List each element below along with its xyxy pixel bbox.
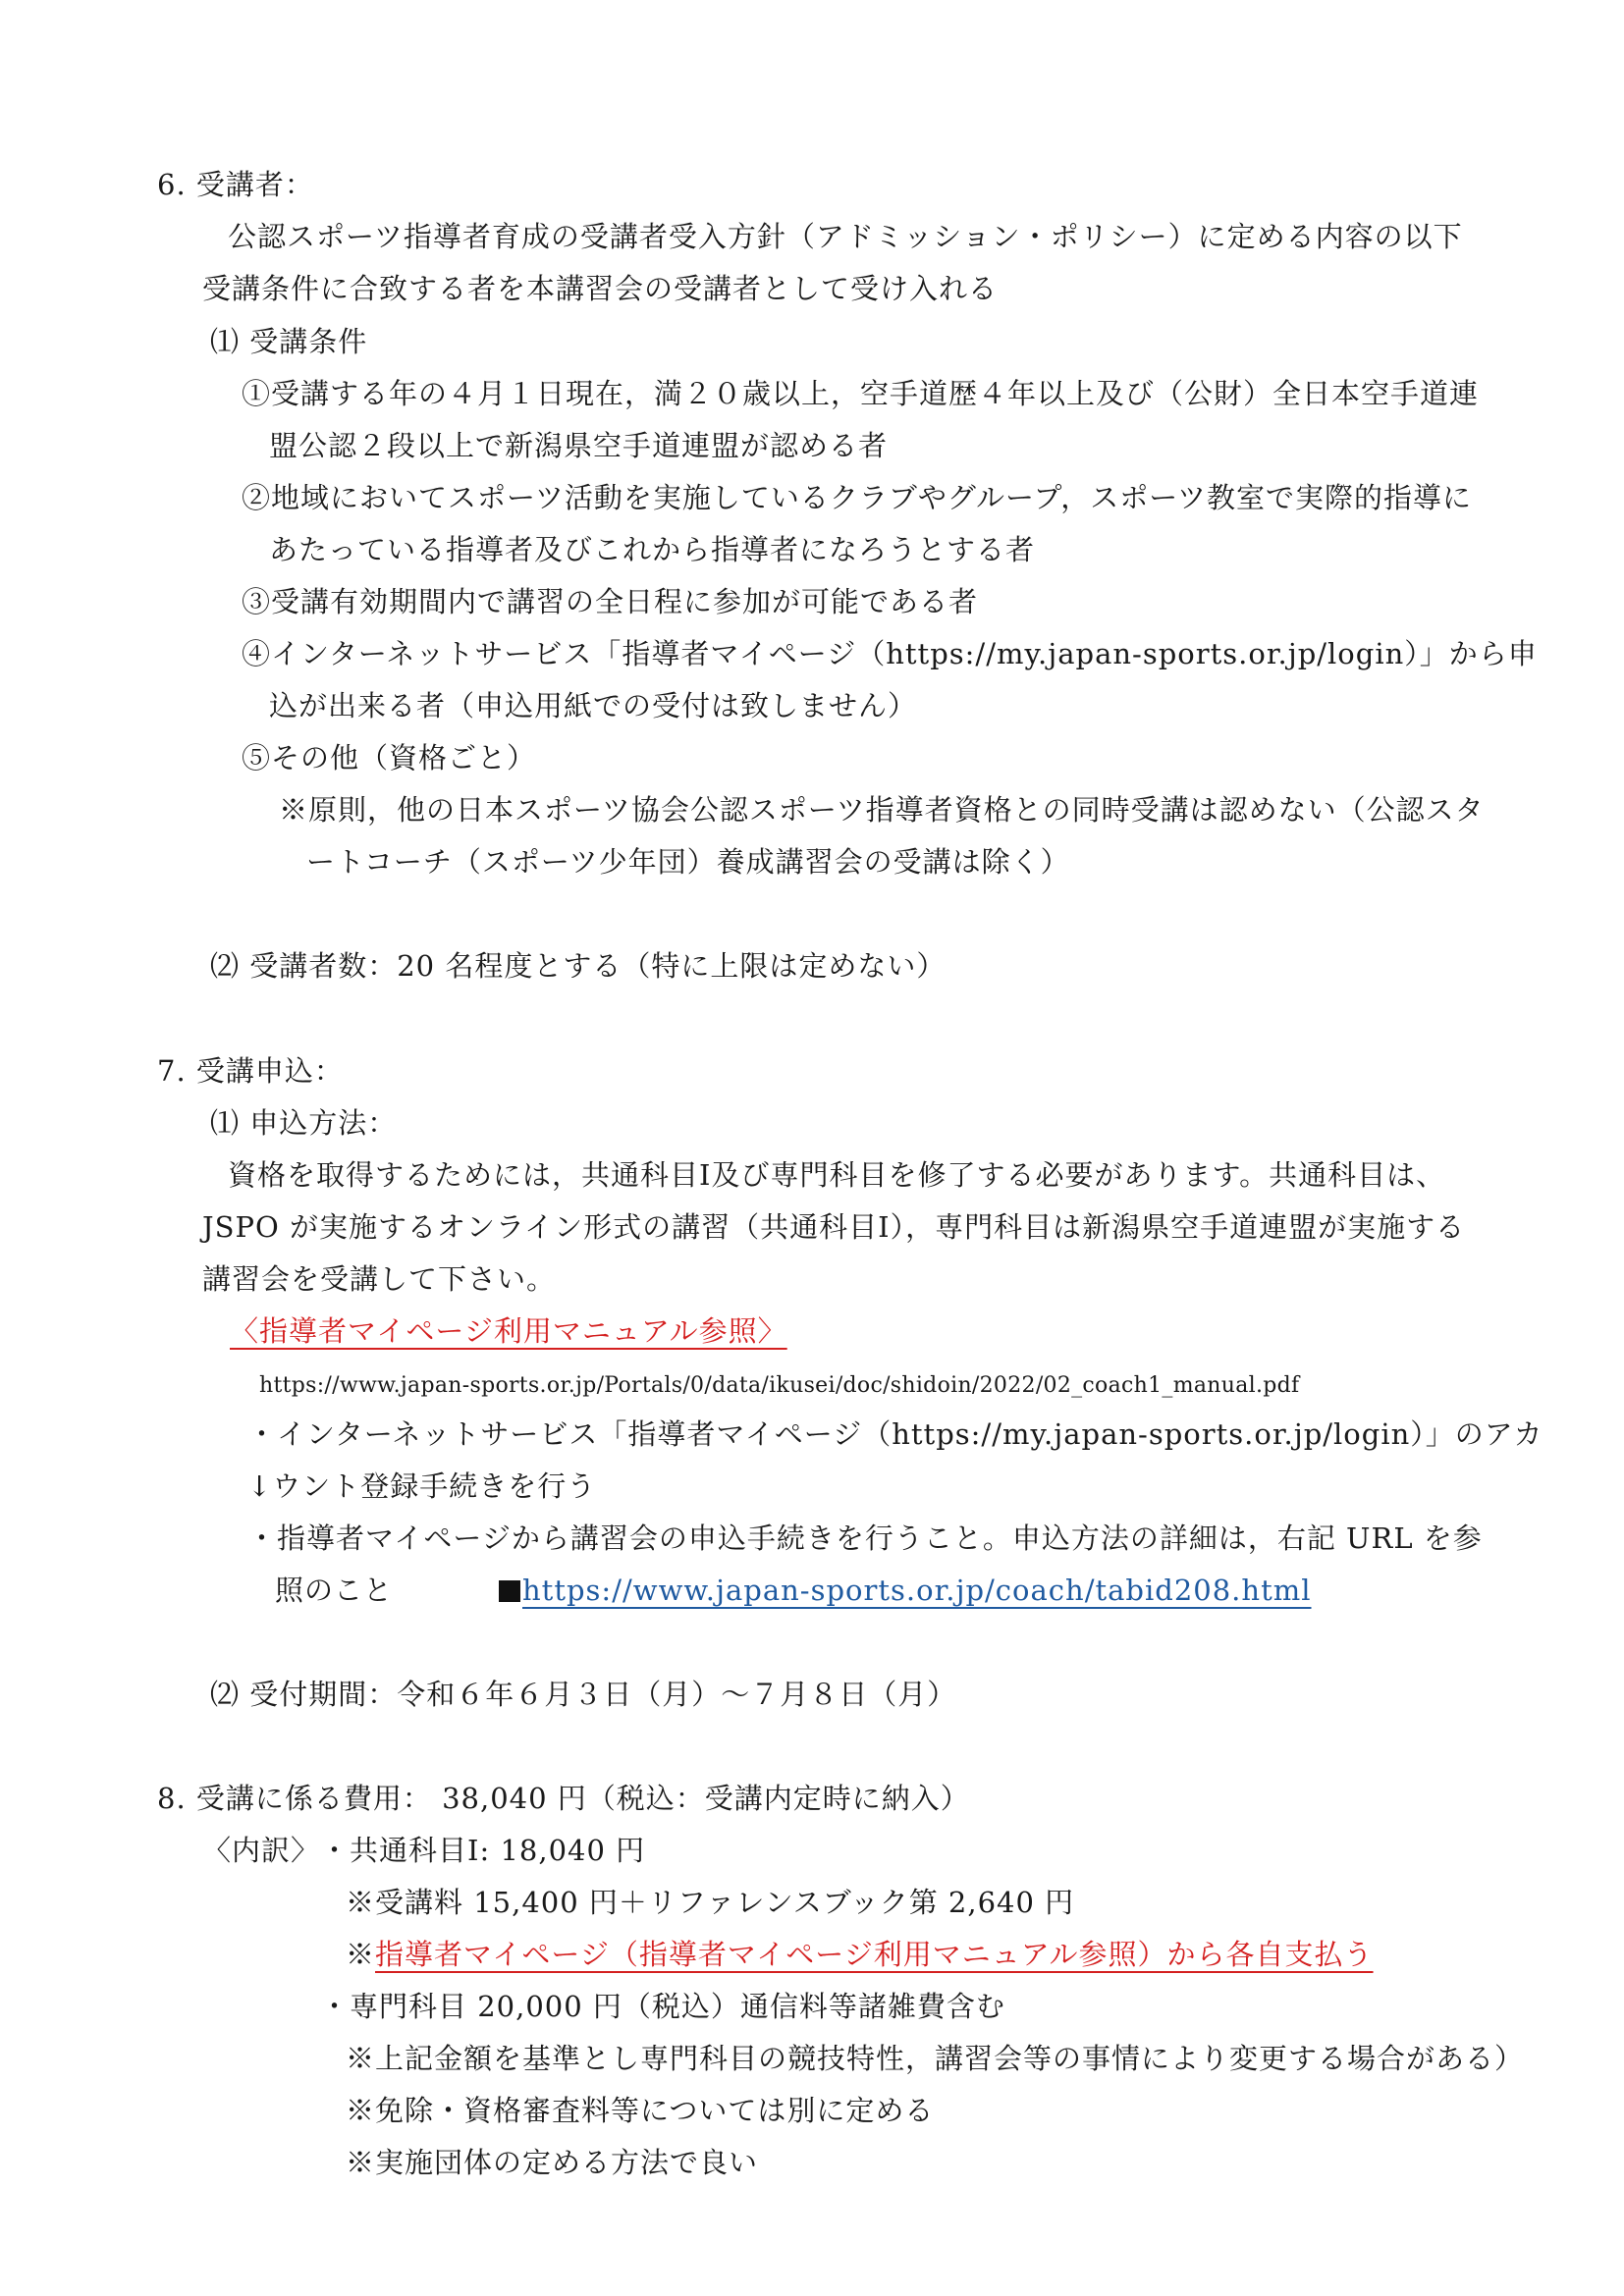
reference-link-row <box>499 1571 1312 1610</box>
section-6-intro-line1: 公認スポーツ指導者育成の受講者受入方針（アドミッション・ポリシー）に定める内容の以下 <box>228 220 1463 253</box>
fee-item-1-note: ※受講料 15,400 円＋リファレンスブック第 2,640 円 <box>346 1886 1075 1919</box>
reference-url-link[interactable]: https://www.japan-sports.or.jp/coach/tabid208.html <box>522 1574 1312 1607</box>
manual-reference-label: 〈指導者マイページ利用マニュアル参照〉 <box>230 1314 787 1348</box>
condition-4-line1: ④インターネットサービス「指導者マイページ（https://my.japan-sports.or.jp/login）」から申 <box>242 637 1538 670</box>
method-paragraph-line2: JSPO が実施するオンライン形式の講習（共通科目Ⅰ），専門科目は新潟県空手道連盟が実施する <box>202 1210 1466 1244</box>
section-6-sub2: ⑵ 受講者数：20 名程度とする（特に上限は定めない） <box>210 949 947 983</box>
fee-note-2: ※免除・資格審査料等については別に定める <box>346 2094 935 2127</box>
bullet-1-line2: ↓ウント登録手続きを行う <box>247 1469 597 1503</box>
fee-item-1-payment: 指導者マイページ（指導者マイページ利用マニュアル参照）から各自支払う <box>375 1938 1374 1971</box>
breakdown-label: 〈内訳〉 <box>202 1834 321 1867</box>
condition-1-line2: 盟公認２段以上で新潟県空手道連盟が認める者 <box>269 429 889 462</box>
section-7-heading: 7. 受講申込： <box>157 1054 344 1088</box>
condition-5-note-line1: ※原則，他の日本スポーツ協会公認スポーツ指導者資格との同時受講は認めない（公認スタ <box>279 793 1485 827</box>
section-7-sub2: ⑵ 受付期間：令和６年６月３日（月）～７月８日（月） <box>210 1678 957 1711</box>
section-6-heading: 6. 受講者： <box>157 168 314 201</box>
section-7-sub1-heading: ⑴ 申込方法： <box>210 1106 398 1140</box>
fee-note-1: ※上記金額を基準とし専門科目の競技特性，講習会等の事情により変更する場合がある） <box>346 2042 1525 2075</box>
section-6-intro-line2: 受講条件に合致する者を本講習会の受講者として受け入れる <box>202 272 999 305</box>
bullet-2-line2: 照のこと <box>275 1574 394 1607</box>
condition-2-line1: ②地域においてスポーツ活動を実施しているクラブやグループ，スポーツ教室で実際的指導に <box>242 481 1473 514</box>
section-6-sub1-heading: ⑴ 受講条件 <box>210 325 368 358</box>
square-bullet-icon <box>499 1580 520 1602</box>
condition-1-line1: ①受講する年の４月１日現在，満２０歳以上，空手道歴４年以上及び（公財）全日本空手道連 <box>242 377 1480 410</box>
condition-2-line2: あたっている指導者及びこれから指導者になろうとする者 <box>269 533 1036 566</box>
condition-4-line2: 込が出来る者（申込用紙での受付は致しません） <box>269 689 918 722</box>
fee-note-3: ※実施団体の定める方法で良い <box>346 2146 759 2179</box>
fee-item-1: ・共通科目Ⅰ: 18,040 円 <box>320 1834 646 1867</box>
bullet-1-line1: ・インターネットサービス「指導者マイページ（https://my.japan-sports.or.jp/login）」のアカ <box>247 1417 1543 1451</box>
condition-5: ⑤その他（資格ごと） <box>242 741 537 774</box>
fee-item-1-payment-row <box>346 1935 1374 1974</box>
method-paragraph-line3: 講習会を受講して下さい。 <box>202 1262 557 1296</box>
manual-url[interactable]: https://www.japan-sports.or.jp/Portals/0/data/ikusei/doc/shidoin/2022/02_coach1_manual.pdf <box>259 1373 1300 1398</box>
note-mark: ※ <box>346 1938 376 1971</box>
method-paragraph-line1: 資格を取得するためには，共通科目Ⅰ及び専門科目を修了する必要があります。共通科目は、 <box>228 1158 1446 1192</box>
condition-3: ③受講有効期間内で講習の全日程に参加が可能である者 <box>242 585 979 618</box>
bullet-2-line1: ・指導者マイページから講習会の申込手続きを行うこと。申込方法の詳細は，右記 URL を参 <box>247 1522 1483 1555</box>
fee-item-2: ・専門科目 20,000 円（税込）通信料等諸雑費含む <box>320 1990 1005 2023</box>
condition-5-note-line2: ートコーチ（スポーツ少年団）養成講習会の受講は除く） <box>306 845 1070 879</box>
section-8-heading: 8. 受講に係る費用： 38,040 円（税込：受講内定時に納入） <box>157 1782 970 1815</box>
